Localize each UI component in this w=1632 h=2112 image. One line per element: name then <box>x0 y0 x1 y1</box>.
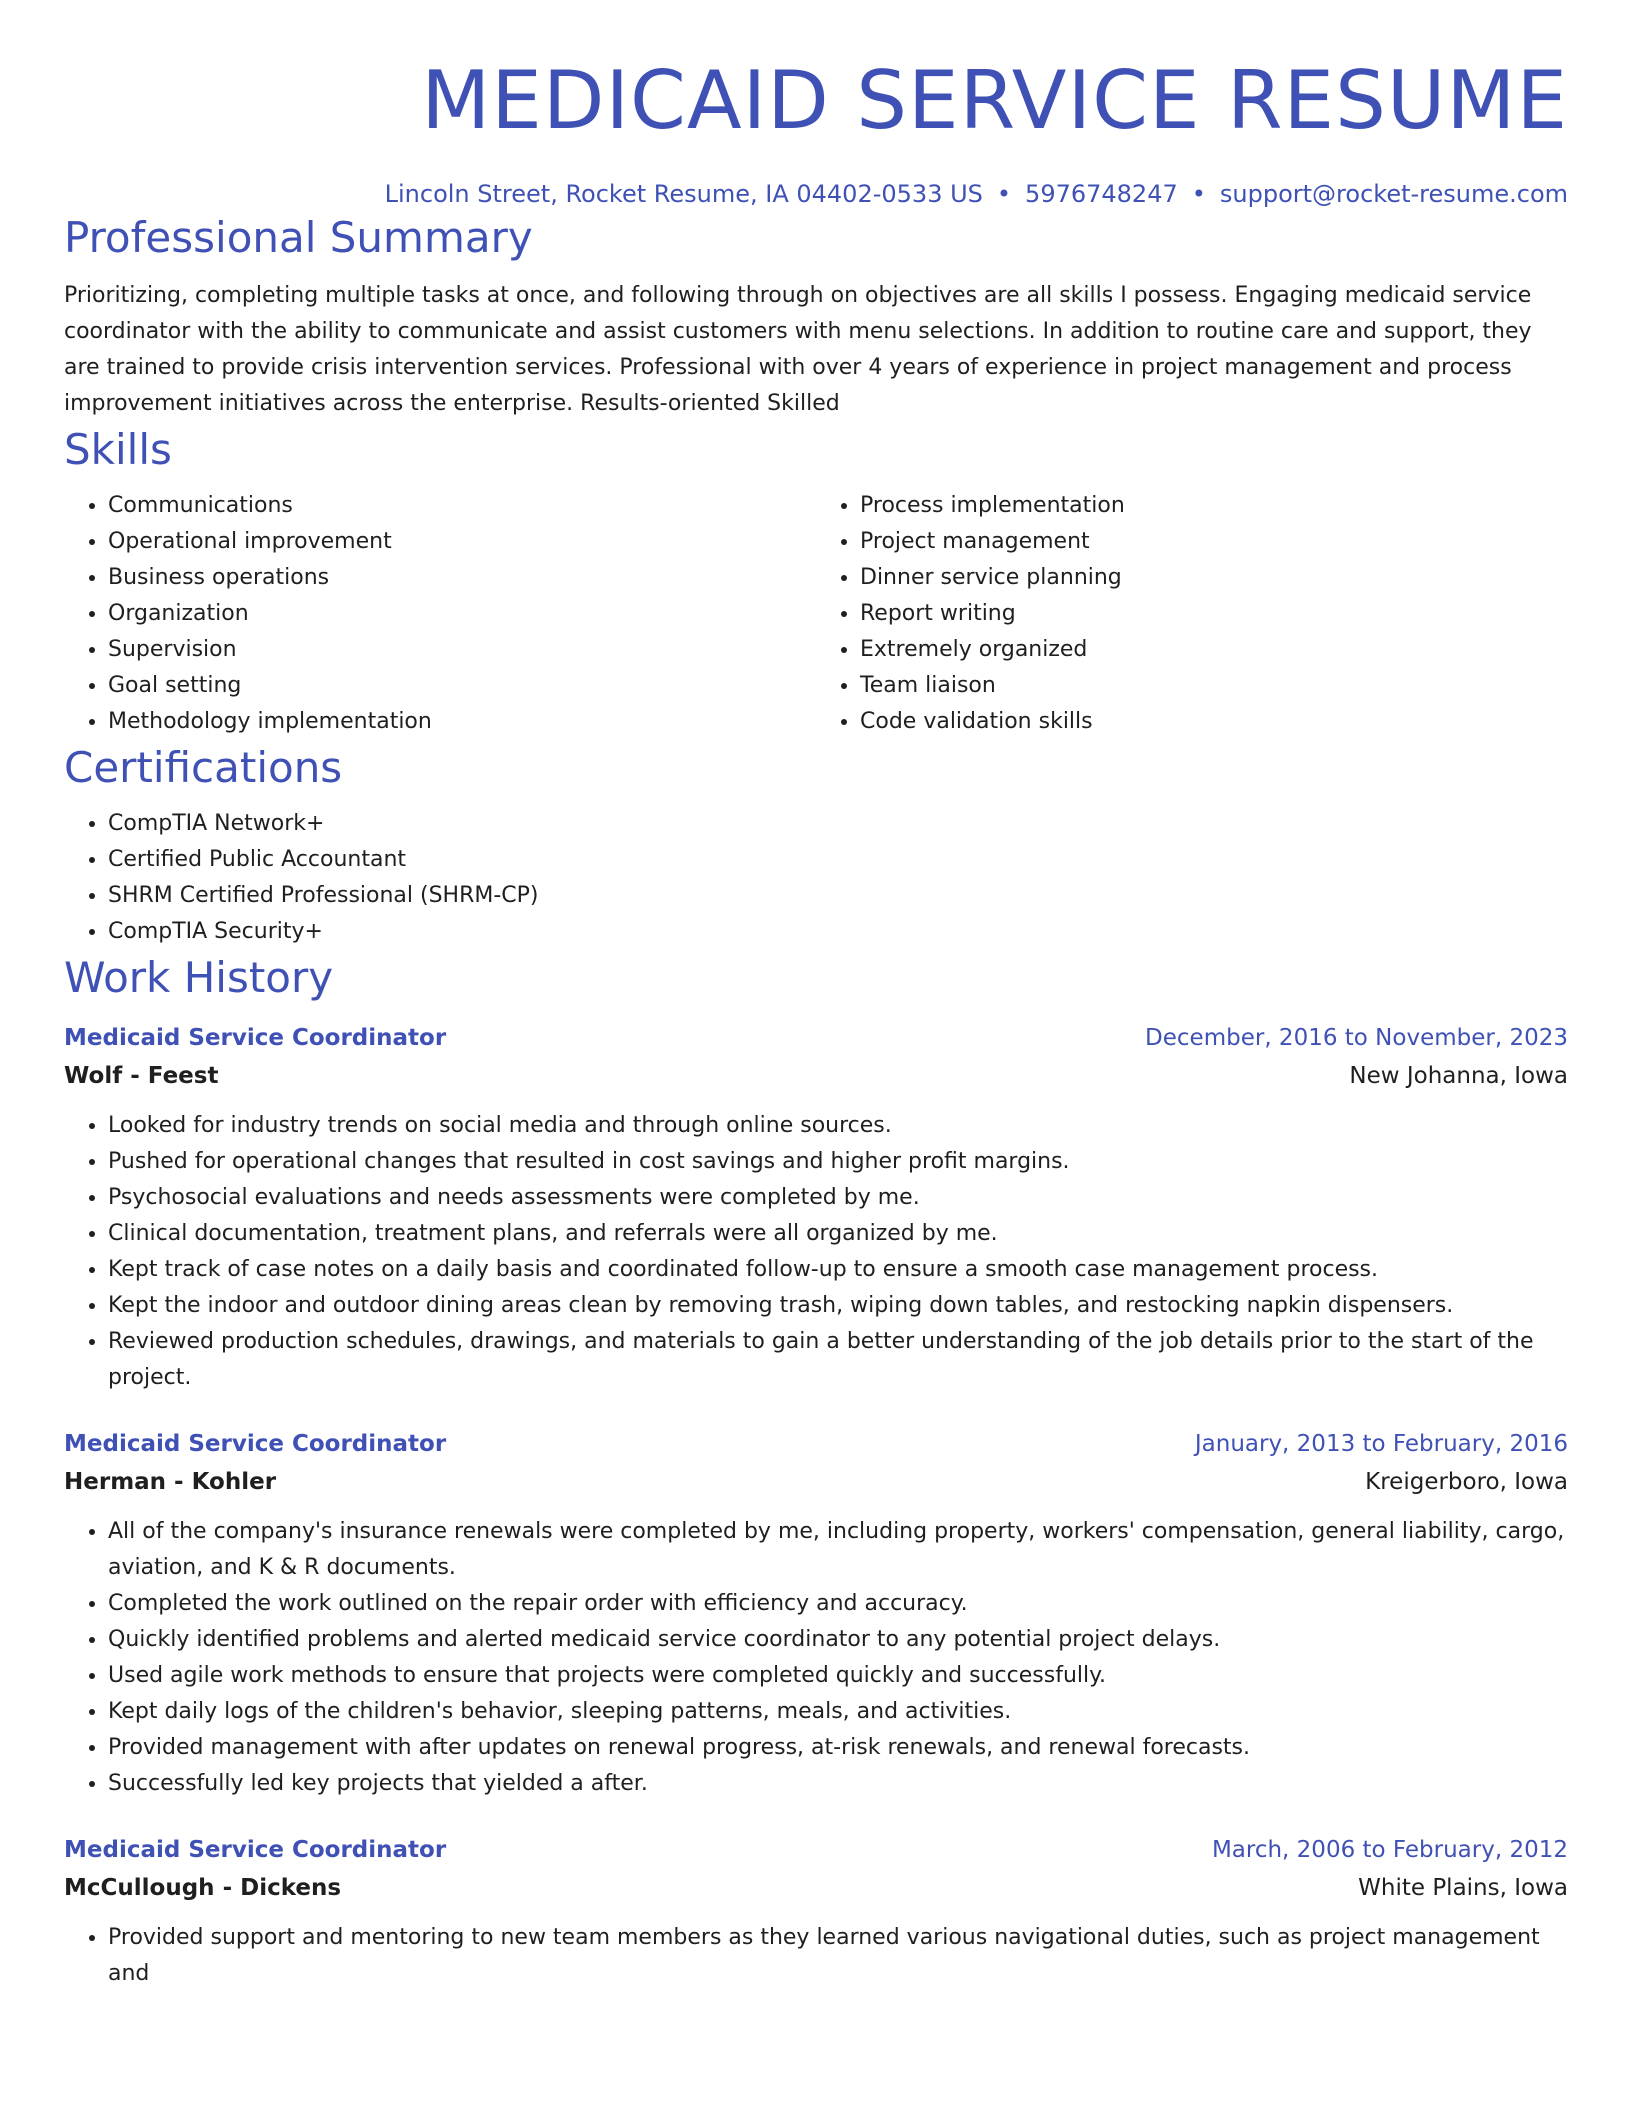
job-bullet: • Used agile work methods to ensure that projects were completed quickly and successfully. <box>108 1658 1568 1694</box>
contact-email: support@rocket-resume.com <box>1219 180 1568 208</box>
summary-heading: Professional Summary <box>64 213 533 262</box>
contact-address: Lincoln Street, Rocket Resume, IA 04402-0533 US <box>384 180 983 208</box>
skill-item: • Code validation skills <box>860 704 1568 740</box>
skills-heading: Skills <box>64 425 172 474</box>
job-company-row <box>64 1868 1568 1908</box>
job-bullet: • Provided management with after updates on renewal progress, at-risk renewals, and renewal forecasts. <box>108 1730 1568 1766</box>
job-header-row <box>64 1020 1568 1056</box>
contact-phone: 5976748247 <box>1025 180 1178 208</box>
skill-item: • Supervision <box>108 632 816 668</box>
job-location: Kreigerboro, Iowa <box>1365 1469 1568 1495</box>
job-location: White Plains, Iowa <box>1358 1875 1568 1901</box>
skill-item: • Organization <box>108 596 816 632</box>
job-entry <box>64 1426 1568 1802</box>
certification-item: • Certified Public Accountant <box>108 842 1568 878</box>
job-bullet: • Looked for industry trends on social media and through online sources. <box>108 1108 1568 1144</box>
job-company: Wolf - Feest <box>64 1063 219 1089</box>
job-header-row <box>64 1832 1568 1868</box>
contact-separator: • <box>996 180 1012 208</box>
job-bullet: • Pushed for operational changes that resulted in cost savings and higher profit margins. <box>108 1144 1568 1180</box>
job-bullets <box>64 1920 1568 1992</box>
job-title: Medicaid Service Coordinator <box>64 1025 447 1051</box>
job-bullet: • Provided support and mentoring to new team members as they learned various navigational duties, such as project management and <box>108 1920 1568 1992</box>
skill-item: • Team liaison <box>860 668 1568 704</box>
certification-item: • CompTIA Network+ <box>108 806 1568 842</box>
skill-item: • Operational improvement <box>108 524 816 560</box>
job-company-row <box>64 1462 1568 1502</box>
work-history-heading: Work History <box>64 953 334 1002</box>
job-company: McCullough - Dickens <box>64 1875 342 1901</box>
job-header-row <box>64 1426 1568 1462</box>
job-bullet: • Clinical documentation, treatment plans, and referrals were all organized by me. <box>108 1216 1568 1252</box>
job-bullet: • Kept the indoor and outdoor dining areas clean by removing trash, wiping down tables, and restocking napkin dispensers. <box>108 1288 1568 1324</box>
job-bullet: • Kept track of case notes on a daily basis and coordinated follow-up to ensure a smooth case management process. <box>108 1252 1568 1288</box>
certification-item: • CompTIA Security+ <box>108 914 1568 950</box>
job-bullet: • All of the company's insurance renewals were completed by me, including property, workers' compensation, general liability, cargo, aviation, and K & R documents. <box>108 1514 1568 1586</box>
skill-item: • Extremely organized <box>860 632 1568 668</box>
job-bullet: • Kept daily logs of the children's behavior, sleeping patterns, meals, and activities. <box>108 1694 1568 1730</box>
contact-line <box>64 178 1568 210</box>
job-company-row <box>64 1056 1568 1096</box>
skill-item: • Goal setting <box>108 668 816 704</box>
job-company: Herman - Kohler <box>64 1469 277 1495</box>
skills-columns <box>64 488 1568 740</box>
job-title: Medicaid Service Coordinator <box>64 1837 447 1863</box>
job-dates: December, 2016 to November, 2023 <box>1145 1025 1568 1051</box>
job-bullet: • Successfully led key projects that yielded a after. <box>108 1766 1568 1802</box>
job-dates: March, 2006 to February, 2012 <box>1211 1837 1568 1863</box>
job-location: New Johanna, Iowa <box>1349 1063 1568 1089</box>
skill-item: • Report writing <box>860 596 1568 632</box>
skills-list-left <box>64 488 816 740</box>
job-bullet: • Completed the work outlined on the repair order with efficiency and accuracy. <box>108 1586 1568 1622</box>
skills-list-right <box>816 488 1568 740</box>
summary-text: Prioritizing, completing multiple tasks at once, and following through on objectives are all skills I possess. Engaging medicaid service coordinator with the ability to communicate and assist customers with menu selections. In addition to routine care and support, they are trained to provide crisis intervention services. Professional with over 4 years of experience in project management and process improvement initiatives across the enterprise. Results-oriented Skilled <box>64 283 1532 416</box>
certification-item: • SHRM Certified Professional (SHRM-CP) <box>108 878 1568 914</box>
skill-item: • Project management <box>860 524 1568 560</box>
skill-item: • Dinner service planning <box>860 560 1568 596</box>
job-bullet: • Reviewed production schedules, drawings, and materials to gain a better understanding of the job details prior to the start of the project. <box>108 1324 1568 1396</box>
resume-title: MEDICAID SERVICE RESUME <box>421 54 1568 147</box>
certifications-list <box>64 806 1568 950</box>
job-bullet: • Psychosocial evaluations and needs assessments were completed by me. <box>108 1180 1568 1216</box>
job-entry <box>64 1832 1568 1992</box>
job-bullet: • Quickly identified problems and alerted medicaid service coordinator to any potential project delays. <box>108 1622 1568 1658</box>
job-bullets <box>64 1514 1568 1802</box>
skill-item: • Communications <box>108 488 816 524</box>
job-title: Medicaid Service Coordinator <box>64 1431 447 1457</box>
skill-item: • Process implementation <box>860 488 1568 524</box>
skill-item: • Business operations <box>108 560 816 596</box>
contact-separator: • <box>1191 180 1206 208</box>
skill-item: • Methodology implementation <box>108 704 816 740</box>
job-dates: January, 2013 to February, 2016 <box>1194 1431 1568 1457</box>
job-entry <box>64 1020 1568 1396</box>
job-bullets <box>64 1108 1568 1396</box>
certifications-heading: Certifications <box>64 743 343 792</box>
